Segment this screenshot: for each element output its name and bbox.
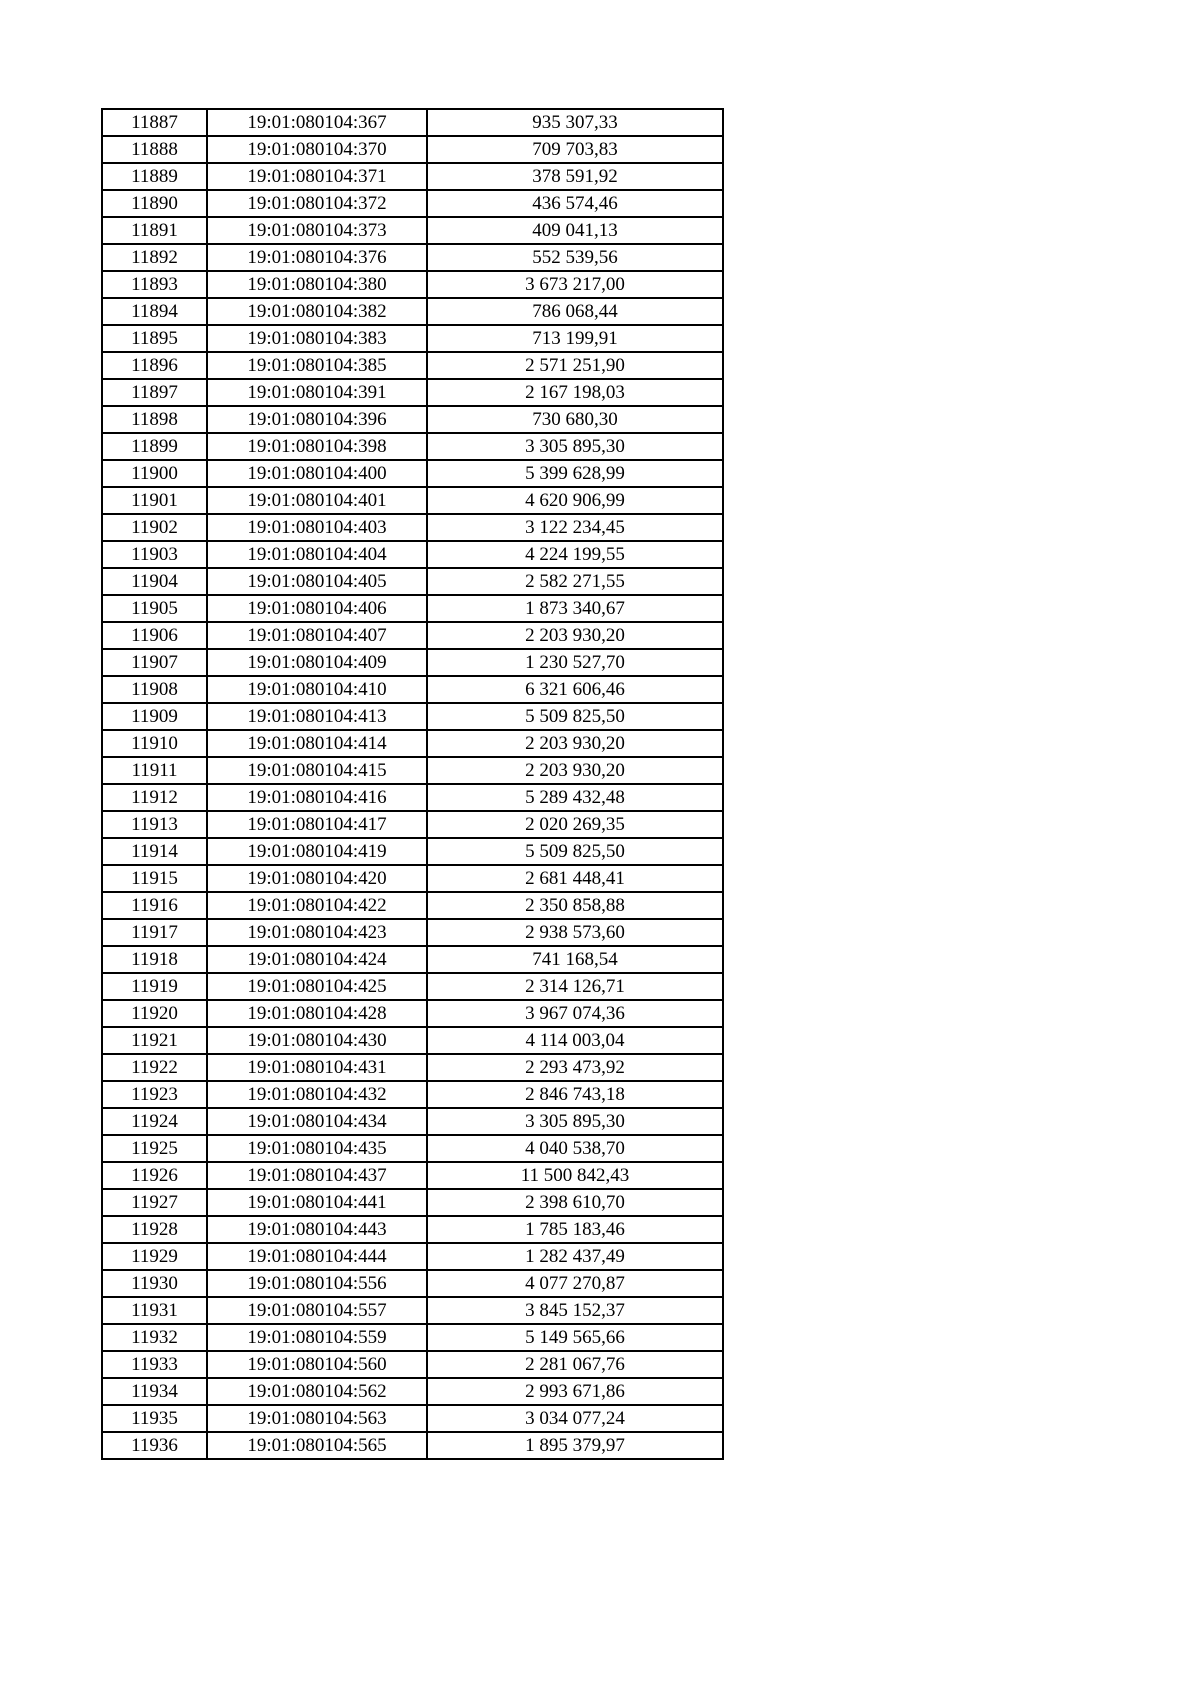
cadastral-number-cell: 19:01:080104:414: [207, 730, 427, 757]
cadastral-number-cell: 19:01:080104:385: [207, 352, 427, 379]
table-row: [102, 1270, 723, 1297]
value-cell: 2 398 610,70: [427, 1189, 723, 1216]
table-row: [102, 163, 723, 190]
row-number-cell: 11903: [102, 541, 207, 568]
value-cell: 2 350 858,88: [427, 892, 723, 919]
value-cell: 5 509 825,50: [427, 838, 723, 865]
value-cell: 730 680,30: [427, 406, 723, 433]
value-cell: 2 314 126,71: [427, 973, 723, 1000]
table-row: [102, 136, 723, 163]
value-cell: 2 938 573,60: [427, 919, 723, 946]
row-number-cell: 11919: [102, 973, 207, 1000]
table-row: [102, 865, 723, 892]
table-body: [102, 109, 723, 1459]
value-cell: 2 203 930,20: [427, 757, 723, 784]
value-cell: 4 077 270,87: [427, 1270, 723, 1297]
row-number-cell: 11909: [102, 703, 207, 730]
table-row: [102, 649, 723, 676]
data-table: [101, 108, 724, 1460]
value-cell: 3 967 074,36: [427, 1000, 723, 1027]
table-row: [102, 1216, 723, 1243]
table-row: [102, 757, 723, 784]
value-cell: 1 873 340,67: [427, 595, 723, 622]
row-number-cell: 11905: [102, 595, 207, 622]
row-number-cell: 11926: [102, 1162, 207, 1189]
row-number-cell: 11932: [102, 1324, 207, 1351]
row-number-cell: 11902: [102, 514, 207, 541]
value-cell: 2 203 930,20: [427, 730, 723, 757]
table-row: [102, 379, 723, 406]
value-cell: 2 993 671,86: [427, 1378, 723, 1405]
cadastral-number-cell: 19:01:080104:420: [207, 865, 427, 892]
table-row: [102, 1378, 723, 1405]
value-cell: 2 571 251,90: [427, 352, 723, 379]
row-number-cell: 11936: [102, 1432, 207, 1459]
row-number-cell: 11890: [102, 190, 207, 217]
cadastral-number-cell: 19:01:080104:372: [207, 190, 427, 217]
value-cell: 2 846 743,18: [427, 1081, 723, 1108]
table-row: [102, 973, 723, 1000]
value-cell: 3 845 152,37: [427, 1297, 723, 1324]
value-cell: 552 539,56: [427, 244, 723, 271]
value-cell: 378 591,92: [427, 163, 723, 190]
row-number-cell: 11908: [102, 676, 207, 703]
row-number-cell: 11917: [102, 919, 207, 946]
cadastral-number-cell: 19:01:080104:410: [207, 676, 427, 703]
value-cell: 4 114 003,04: [427, 1027, 723, 1054]
table-row: [102, 568, 723, 595]
row-number-cell: 11918: [102, 946, 207, 973]
cadastral-number-cell: 19:01:080104:559: [207, 1324, 427, 1351]
row-number-cell: 11930: [102, 1270, 207, 1297]
row-number-cell: 11925: [102, 1135, 207, 1162]
row-number-cell: 11928: [102, 1216, 207, 1243]
row-number-cell: 11924: [102, 1108, 207, 1135]
table-row: [102, 1162, 723, 1189]
cadastral-number-cell: 19:01:080104:562: [207, 1378, 427, 1405]
row-number-cell: 11935: [102, 1405, 207, 1432]
table-row: [102, 1054, 723, 1081]
table-row: [102, 514, 723, 541]
cadastral-number-cell: 19:01:080104:404: [207, 541, 427, 568]
row-number-cell: 11899: [102, 433, 207, 460]
cadastral-number-cell: 19:01:080104:406: [207, 595, 427, 622]
row-number-cell: 11887: [102, 109, 207, 136]
row-number-cell: 11900: [102, 460, 207, 487]
cadastral-number-cell: 19:01:080104:391: [207, 379, 427, 406]
row-number-cell: 11931: [102, 1297, 207, 1324]
table-row: [102, 622, 723, 649]
cadastral-number-cell: 19:01:080104:367: [207, 109, 427, 136]
cadastral-number-cell: 19:01:080104:444: [207, 1243, 427, 1270]
cadastral-number-cell: 19:01:080104:443: [207, 1216, 427, 1243]
cadastral-number-cell: 19:01:080104:370: [207, 136, 427, 163]
table-row: [102, 1000, 723, 1027]
cadastral-number-cell: 19:01:080104:428: [207, 1000, 427, 1027]
cadastral-number-cell: 19:01:080104:557: [207, 1297, 427, 1324]
table-row: [102, 730, 723, 757]
cadastral-number-cell: 19:01:080104:565: [207, 1432, 427, 1459]
row-number-cell: 11914: [102, 838, 207, 865]
value-cell: 1 230 527,70: [427, 649, 723, 676]
value-cell: 935 307,33: [427, 109, 723, 136]
value-cell: 5 289 432,48: [427, 784, 723, 811]
table-row: [102, 676, 723, 703]
value-cell: 2 020 269,35: [427, 811, 723, 838]
row-number-cell: 11888: [102, 136, 207, 163]
table-row: [102, 244, 723, 271]
value-cell: 709 703,83: [427, 136, 723, 163]
value-cell: 4 224 199,55: [427, 541, 723, 568]
table-row: [102, 217, 723, 244]
table-row: [102, 1135, 723, 1162]
row-number-cell: 11895: [102, 325, 207, 352]
cadastral-number-cell: 19:01:080104:371: [207, 163, 427, 190]
cadastral-number-cell: 19:01:080104:563: [207, 1405, 427, 1432]
value-cell: 3 122 234,45: [427, 514, 723, 541]
table-row: [102, 1405, 723, 1432]
row-number-cell: 11922: [102, 1054, 207, 1081]
row-number-cell: 11913: [102, 811, 207, 838]
table-row: [102, 541, 723, 568]
cadastral-number-cell: 19:01:080104:417: [207, 811, 427, 838]
cadastral-number-cell: 19:01:080104:383: [207, 325, 427, 352]
value-cell: 5 399 628,99: [427, 460, 723, 487]
cadastral-number-cell: 19:01:080104:380: [207, 271, 427, 298]
cadastral-number-cell: 19:01:080104:376: [207, 244, 427, 271]
value-cell: 1 895 379,97: [427, 1432, 723, 1459]
row-number-cell: 11904: [102, 568, 207, 595]
value-cell: 2 203 930,20: [427, 622, 723, 649]
value-cell: 2 167 198,03: [427, 379, 723, 406]
table-row: [102, 460, 723, 487]
table-row: [102, 298, 723, 325]
value-cell: 2 681 448,41: [427, 865, 723, 892]
value-cell: 3 305 895,30: [427, 433, 723, 460]
cadastral-number-cell: 19:01:080104:431: [207, 1054, 427, 1081]
value-cell: 3 305 895,30: [427, 1108, 723, 1135]
cadastral-number-cell: 19:01:080104:441: [207, 1189, 427, 1216]
table-row: [102, 1189, 723, 1216]
cadastral-number-cell: 19:01:080104:403: [207, 514, 427, 541]
table-row: [102, 946, 723, 973]
cadastral-number-cell: 19:01:080104:560: [207, 1351, 427, 1378]
row-number-cell: 11920: [102, 1000, 207, 1027]
value-cell: 5 149 565,66: [427, 1324, 723, 1351]
cadastral-number-cell: 19:01:080104:432: [207, 1081, 427, 1108]
table-row: [102, 595, 723, 622]
table-row: [102, 190, 723, 217]
cadastral-number-cell: 19:01:080104:373: [207, 217, 427, 244]
row-number-cell: 11893: [102, 271, 207, 298]
value-cell: 6 321 606,46: [427, 676, 723, 703]
row-number-cell: 11934: [102, 1378, 207, 1405]
table-row: [102, 838, 723, 865]
table-row: [102, 325, 723, 352]
cadastral-number-cell: 19:01:080104:437: [207, 1162, 427, 1189]
value-cell: 11 500 842,43: [427, 1162, 723, 1189]
cadastral-number-cell: 19:01:080104:382: [207, 298, 427, 325]
row-number-cell: 11921: [102, 1027, 207, 1054]
value-cell: 1 282 437,49: [427, 1243, 723, 1270]
table-row: [102, 109, 723, 136]
cadastral-number-cell: 19:01:080104:405: [207, 568, 427, 595]
cadastral-number-cell: 19:01:080104:409: [207, 649, 427, 676]
row-number-cell: 11891: [102, 217, 207, 244]
cadastral-number-cell: 19:01:080104:419: [207, 838, 427, 865]
table-row: [102, 1108, 723, 1135]
table-row: [102, 1297, 723, 1324]
row-number-cell: 11907: [102, 649, 207, 676]
cadastral-number-cell: 19:01:080104:396: [207, 406, 427, 433]
row-number-cell: 11892: [102, 244, 207, 271]
table-row: [102, 433, 723, 460]
row-number-cell: 11933: [102, 1351, 207, 1378]
cadastral-number-cell: 19:01:080104:416: [207, 784, 427, 811]
row-number-cell: 11889: [102, 163, 207, 190]
table-row: [102, 1243, 723, 1270]
cadastral-number-cell: 19:01:080104:398: [207, 433, 427, 460]
value-cell: 3 034 077,24: [427, 1405, 723, 1432]
row-number-cell: 11898: [102, 406, 207, 433]
cadastral-number-cell: 19:01:080104:430: [207, 1027, 427, 1054]
value-cell: 409 041,13: [427, 217, 723, 244]
row-number-cell: 11906: [102, 622, 207, 649]
row-number-cell: 11901: [102, 487, 207, 514]
cadastral-number-cell: 19:01:080104:415: [207, 757, 427, 784]
table-row: [102, 784, 723, 811]
value-cell: 2 281 067,76: [427, 1351, 723, 1378]
cadastral-number-cell: 19:01:080104:434: [207, 1108, 427, 1135]
table-row: [102, 1081, 723, 1108]
row-number-cell: 11911: [102, 757, 207, 784]
row-number-cell: 11896: [102, 352, 207, 379]
value-cell: 786 068,44: [427, 298, 723, 325]
table-row: [102, 919, 723, 946]
value-cell: 741 168,54: [427, 946, 723, 973]
row-number-cell: 11894: [102, 298, 207, 325]
table-row: [102, 1324, 723, 1351]
value-cell: 5 509 825,50: [427, 703, 723, 730]
row-number-cell: 11915: [102, 865, 207, 892]
value-cell: 4 620 906,99: [427, 487, 723, 514]
value-cell: 2 293 473,92: [427, 1054, 723, 1081]
table-row: [102, 487, 723, 514]
cadastral-number-cell: 19:01:080104:407: [207, 622, 427, 649]
table-row: [102, 703, 723, 730]
row-number-cell: 11897: [102, 379, 207, 406]
row-number-cell: 11927: [102, 1189, 207, 1216]
table-row: [102, 271, 723, 298]
table-row: [102, 811, 723, 838]
table-row: [102, 406, 723, 433]
value-cell: 713 199,91: [427, 325, 723, 352]
cadastral-number-cell: 19:01:080104:435: [207, 1135, 427, 1162]
row-number-cell: 11916: [102, 892, 207, 919]
cadastral-number-cell: 19:01:080104:400: [207, 460, 427, 487]
cadastral-number-cell: 19:01:080104:413: [207, 703, 427, 730]
row-number-cell: 11912: [102, 784, 207, 811]
cadastral-number-cell: 19:01:080104:401: [207, 487, 427, 514]
cadastral-number-cell: 19:01:080104:424: [207, 946, 427, 973]
row-number-cell: 11923: [102, 1081, 207, 1108]
cadastral-number-cell: 19:01:080104:423: [207, 919, 427, 946]
table-row: [102, 1351, 723, 1378]
table-row: [102, 1432, 723, 1459]
value-cell: 1 785 183,46: [427, 1216, 723, 1243]
table-row: [102, 892, 723, 919]
table-row: [102, 1027, 723, 1054]
table-row: [102, 352, 723, 379]
value-cell: 3 673 217,00: [427, 271, 723, 298]
cadastral-number-cell: 19:01:080104:422: [207, 892, 427, 919]
row-number-cell: 11929: [102, 1243, 207, 1270]
value-cell: 436 574,46: [427, 190, 723, 217]
cadastral-number-cell: 19:01:080104:425: [207, 973, 427, 1000]
cadastral-number-cell: 19:01:080104:556: [207, 1270, 427, 1297]
row-number-cell: 11910: [102, 730, 207, 757]
value-cell: 2 582 271,55: [427, 568, 723, 595]
value-cell: 4 040 538,70: [427, 1135, 723, 1162]
